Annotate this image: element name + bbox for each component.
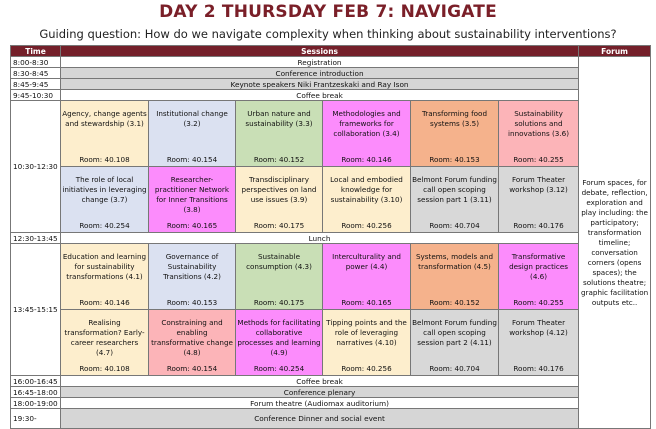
session-name: Institutional change (3.2) bbox=[156, 109, 228, 128]
session-name: Forum Theater workshop (3.12) bbox=[509, 175, 568, 194]
header-row bbox=[11, 46, 651, 57]
table-row bbox=[11, 310, 651, 376]
session-name: Belmont Forum funding call open scoping session part 2 (4.11) bbox=[412, 318, 497, 347]
session-name: Researcher-practitioner Network for Inner Transitions (3.8) bbox=[154, 175, 230, 214]
schedule-table bbox=[10, 45, 651, 429]
registration-cell: Registration bbox=[61, 57, 579, 68]
session-name: Tipping points and the role of leveraging narratives (4.10) bbox=[326, 318, 407, 347]
session-room: Room: 40.108 bbox=[79, 364, 130, 373]
session-cell bbox=[499, 101, 579, 167]
guiding-question: Guiding question: How do we navigate complexity when thinking about sustainability interventions? bbox=[39, 27, 617, 41]
session-room: Room: 40.704 bbox=[429, 364, 480, 373]
session-name: Methodologies and frameworks for collaboration (3.4) bbox=[332, 109, 401, 138]
session-room: Room: 40.255 bbox=[513, 155, 564, 164]
session-cell bbox=[323, 167, 411, 233]
sessions-header: Sessions bbox=[61, 46, 579, 57]
session-cell bbox=[411, 244, 499, 310]
page-title: DAY 2 THURSDAY FEB 7: NAVIGATE bbox=[159, 2, 497, 22]
time-cell: 8:30-8:45 bbox=[11, 68, 61, 79]
session-cell bbox=[499, 244, 579, 310]
table-row bbox=[11, 387, 651, 398]
session-room: Room: 40.152 bbox=[253, 155, 305, 164]
session-cell bbox=[323, 310, 411, 376]
session-name: Local and embodied knowledge for sustainability (3.10) bbox=[330, 175, 403, 204]
session-room: Room: 40.154 bbox=[166, 155, 218, 164]
table-row bbox=[11, 68, 651, 79]
forum-theatre-cell: Forum theatre (Audiomax auditorium) bbox=[61, 398, 579, 409]
session-room: Room: 40.152 bbox=[429, 298, 480, 307]
coffee-break-cell: Coffee break bbox=[61, 376, 579, 387]
table-row bbox=[11, 398, 651, 409]
session-cell bbox=[149, 167, 236, 233]
session-room: Room: 40.153 bbox=[166, 298, 218, 307]
table-row bbox=[11, 57, 651, 68]
session-cell bbox=[61, 167, 149, 233]
session-room: Room: 40.165 bbox=[341, 298, 392, 307]
time-cell: 8:45-9:45 bbox=[11, 79, 61, 90]
session-cell bbox=[499, 310, 579, 376]
time-cell: 13:45-15:15 bbox=[11, 244, 61, 376]
session-name: Education and learning for sustainability transformations (4.1) bbox=[62, 252, 147, 281]
time-cell: 16:45-18:00 bbox=[11, 387, 61, 398]
table-row bbox=[11, 409, 651, 429]
session-cell bbox=[236, 101, 323, 167]
time-cell: 19:30- bbox=[11, 409, 61, 429]
session-name: Sustainable consumption (4.3) bbox=[246, 252, 312, 271]
plenary-cell: Conference plenary bbox=[61, 387, 579, 398]
session-name: Governance of Sustainability Transitions (4.2) bbox=[163, 252, 221, 281]
conference-intro-cell: Conference introduction bbox=[61, 68, 579, 79]
time-cell: 9:45-10:30 bbox=[11, 90, 61, 101]
forum-description: Forum spaces, for debate, reflection, exploration and play including: the participatory; transformation timeline; conversation corners (opens spaces); the solutions theatre; graphic facilitation outputs etc.. bbox=[579, 57, 651, 429]
session-room: Room: 40.254 bbox=[253, 364, 305, 373]
session-name: Transforming food systems (3.5) bbox=[421, 109, 488, 128]
table-row bbox=[11, 244, 651, 310]
session-cell bbox=[323, 244, 411, 310]
session-room: Room: 40.255 bbox=[513, 298, 564, 307]
session-room: Room: 40.256 bbox=[341, 221, 392, 230]
session-cell bbox=[411, 310, 499, 376]
session-name: Interculturality and power (4.4) bbox=[332, 252, 401, 271]
time-cell: 8:00-8:30 bbox=[11, 57, 61, 68]
keynote-cell: Keynote speakers Niki Frantzeskaki and Ray Ison bbox=[61, 79, 579, 90]
table-row bbox=[11, 167, 651, 233]
session-room: Room: 40.176 bbox=[513, 221, 564, 230]
session-room: Room: 40.146 bbox=[79, 298, 130, 307]
session-cell bbox=[61, 244, 149, 310]
session-room: Room: 40.154 bbox=[166, 364, 218, 373]
session-name: Agency, change agents and stewardship (3.1) bbox=[62, 109, 147, 128]
session-room: Room: 40.165 bbox=[166, 221, 218, 230]
time-header: Time bbox=[11, 46, 61, 57]
session-cell bbox=[236, 310, 323, 376]
lunch-cell: Lunch bbox=[61, 233, 579, 244]
session-name: Urban nature and sustainability (3.3) bbox=[245, 109, 313, 128]
session-cell bbox=[411, 167, 499, 233]
table-row bbox=[11, 233, 651, 244]
session-room: Room: 40.175 bbox=[253, 221, 305, 230]
session-room: Room: 40.176 bbox=[513, 364, 564, 373]
session-room: Room: 40.146 bbox=[341, 155, 392, 164]
session-cell bbox=[149, 101, 236, 167]
session-name: Systems, models and transformation (4.5) bbox=[415, 252, 494, 271]
table-row bbox=[11, 101, 651, 167]
session-name: The role of local initiatives in leveraging change (3.7) bbox=[62, 175, 147, 204]
session-cell bbox=[61, 310, 149, 376]
session-cell bbox=[149, 244, 236, 310]
table-row bbox=[11, 376, 651, 387]
session-cell bbox=[323, 101, 411, 167]
session-name: Sustainability solutions and innovations (3.6) bbox=[508, 109, 570, 138]
session-name: Belmont Forum funding call open scoping session part 1 (3.11) bbox=[412, 175, 497, 204]
time-cell: 12:30-13:45 bbox=[11, 233, 61, 244]
session-cell bbox=[149, 310, 236, 376]
session-room: Room: 40.256 bbox=[341, 364, 392, 373]
session-cell bbox=[499, 167, 579, 233]
session-cell bbox=[411, 101, 499, 167]
session-name: Realising transformation? Early-career researchers (4.7) bbox=[64, 318, 145, 357]
coffee-break-cell: Coffee break bbox=[61, 90, 579, 101]
session-name: Transdisciplinary perspectives on land use issues (3.9) bbox=[241, 175, 317, 204]
session-room: Room: 40.175 bbox=[253, 298, 305, 307]
session-name: Transformative design practices (4.6) bbox=[509, 252, 568, 281]
table-row bbox=[11, 90, 651, 101]
session-room: Room: 40.254 bbox=[79, 221, 130, 230]
session-cell bbox=[236, 167, 323, 233]
dinner-cell: Conference Dinner and social event bbox=[61, 409, 579, 429]
session-name: Methods for facilitating collaborative processes and learning (4.9) bbox=[237, 318, 321, 357]
time-cell: 18:00-19:00 bbox=[11, 398, 61, 409]
session-room: Room: 40.108 bbox=[79, 155, 130, 164]
session-cell bbox=[61, 101, 149, 167]
session-cell bbox=[236, 244, 323, 310]
time-cell: 10:30-12:30 bbox=[11, 101, 61, 233]
time-cell: 16:00-16:45 bbox=[11, 376, 61, 387]
session-room: Room: 40.153 bbox=[429, 155, 480, 164]
session-name: Forum Theater workshop (4.12) bbox=[509, 318, 568, 337]
session-room: Room: 40.704 bbox=[429, 221, 480, 230]
table-row bbox=[11, 79, 651, 90]
forum-header: Forum bbox=[579, 46, 651, 57]
session-name: Constraining and enabling transformative change (4.8) bbox=[151, 318, 233, 357]
